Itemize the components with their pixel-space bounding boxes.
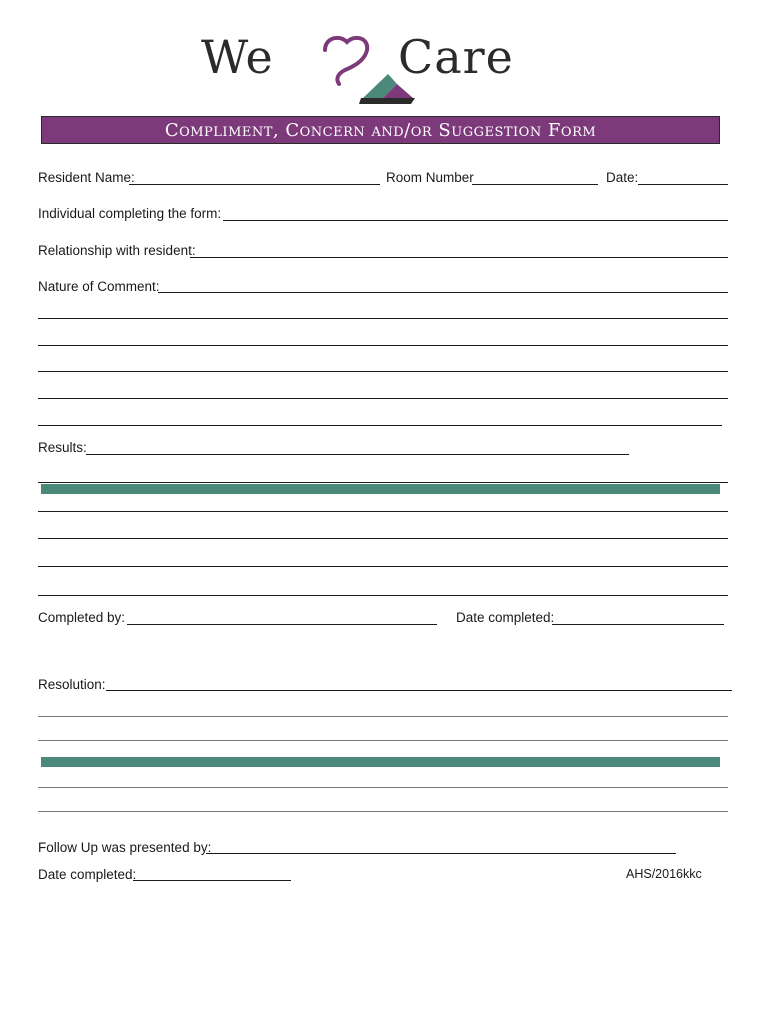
- results-field[interactable]: [86, 454, 629, 455]
- results-line-4[interactable]: [38, 566, 728, 567]
- relationship-label: Relationship with resident:: [38, 243, 196, 258]
- footer-code: AHS/2016kkc: [626, 867, 702, 881]
- nature-label: Nature of Comment:: [38, 279, 160, 294]
- nature-line-1[interactable]: [38, 318, 728, 319]
- date-field[interactable]: [638, 184, 728, 185]
- results-label: Results:: [38, 440, 87, 455]
- nature-line-4[interactable]: [38, 398, 728, 399]
- resolution-line-2[interactable]: [38, 740, 728, 741]
- nature-field[interactable]: [158, 292, 728, 293]
- follow-up-label: Follow Up was presented by:: [38, 840, 212, 855]
- date-completed-label: Date completed:: [456, 610, 555, 625]
- section-divider-2: [41, 757, 720, 767]
- resolution-line-1[interactable]: [38, 716, 728, 717]
- individual-label: Individual completing the form:: [38, 206, 222, 221]
- date-completed-2-field[interactable]: [133, 880, 291, 881]
- date-completed-2-label: Date completed:: [38, 867, 137, 882]
- resolution-line-4[interactable]: [38, 811, 728, 812]
- nature-line-2[interactable]: [38, 345, 728, 346]
- nature-line-3[interactable]: [38, 371, 728, 372]
- follow-up-field[interactable]: [206, 853, 676, 854]
- results-line-5[interactable]: [38, 595, 728, 596]
- relationship-field[interactable]: [190, 257, 728, 258]
- room-number-field[interactable]: [472, 184, 598, 185]
- we-care-logo: [195, 28, 575, 110]
- form-title: Compliment, Concern and/or Suggestion Form: [164, 119, 597, 141]
- resident-name-label: Resident Name:: [38, 170, 135, 185]
- date-completed-field[interactable]: [552, 624, 724, 625]
- date-label: Date:: [606, 170, 639, 185]
- resolution-label: Resolution:: [38, 677, 106, 692]
- resident-name-field[interactable]: [129, 184, 380, 185]
- completed-by-field[interactable]: [127, 624, 437, 625]
- individual-field[interactable]: [223, 220, 728, 221]
- room-number-label: Room Number: [386, 170, 474, 185]
- results-line-1[interactable]: [38, 482, 728, 483]
- resolution-field[interactable]: [106, 690, 732, 691]
- form-title-bar: [41, 116, 720, 144]
- logo-text-care: Care: [398, 30, 514, 84]
- resolution-line-3[interactable]: [38, 787, 728, 788]
- nature-line-5[interactable]: [38, 425, 722, 426]
- completed-by-label: Completed by:: [38, 610, 126, 625]
- triangle-mark-icon: [357, 72, 419, 106]
- section-divider-1: [41, 484, 720, 494]
- results-line-3[interactable]: [38, 538, 728, 539]
- logo-text-we: We: [201, 30, 274, 84]
- results-line-2[interactable]: [38, 511, 728, 512]
